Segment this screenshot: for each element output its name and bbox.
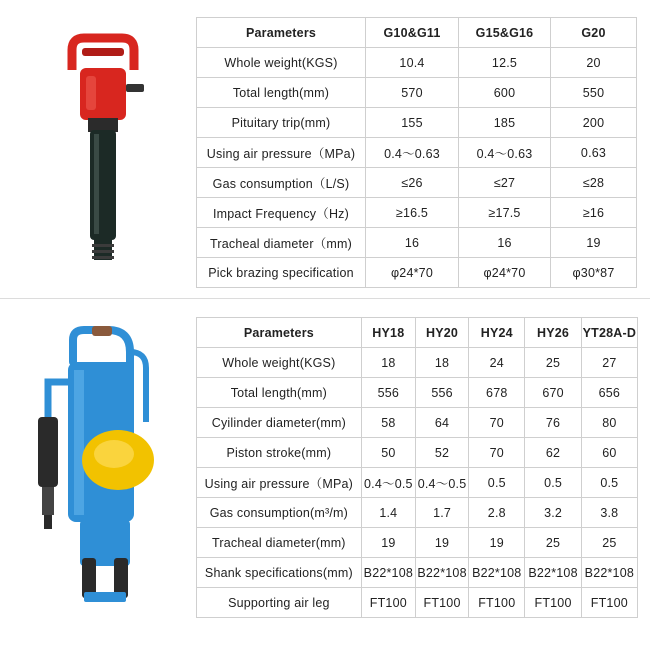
table-cell: 185 — [459, 108, 551, 138]
table-row — [197, 408, 638, 438]
header-cell: HY18 — [361, 318, 415, 348]
table-row — [197, 78, 637, 108]
table-cell: 3.2 — [525, 498, 581, 528]
table-row — [197, 258, 637, 288]
table-row — [197, 438, 638, 468]
table-cell: 556 — [415, 378, 468, 408]
table-row — [197, 558, 638, 588]
table-cell: 24 — [469, 348, 525, 378]
table-cell: 50 — [361, 438, 415, 468]
table-cell: B22*108 — [415, 558, 468, 588]
table-cell: 20 — [551, 48, 637, 78]
table-cell: 19 — [551, 228, 637, 258]
table-cell: 570 — [366, 78, 459, 108]
table-cell: φ24*70 — [366, 258, 459, 288]
header-cell: G10&G11 — [366, 18, 459, 48]
header-cell: HY20 — [415, 318, 468, 348]
table-row — [197, 378, 638, 408]
table-cell: FT100 — [581, 588, 637, 618]
table-cell: ≥16.5 — [366, 198, 459, 228]
param-name: Total length(mm) — [197, 378, 362, 408]
table-cell: 70 — [469, 438, 525, 468]
table-cell: 25 — [525, 528, 581, 558]
table-row — [197, 138, 637, 168]
table-cell: φ30*87 — [551, 258, 637, 288]
table-cell: 16 — [459, 228, 551, 258]
table-row — [197, 468, 638, 498]
param-name: Tracheal diameter（mm) — [197, 228, 366, 258]
table-cell: 27 — [581, 348, 637, 378]
table-cell: 556 — [361, 378, 415, 408]
table-cell: B22*108 — [361, 558, 415, 588]
pneumatic-pick-image — [50, 30, 155, 280]
table-cell: ≤26 — [366, 168, 459, 198]
table-cell: 155 — [366, 108, 459, 138]
table-cell: ≤27 — [459, 168, 551, 198]
table-cell: 678 — [469, 378, 525, 408]
table-cell: 10.4 — [366, 48, 459, 78]
pneumatic-pick-section — [0, 0, 650, 296]
header-cell: Parameters — [197, 318, 362, 348]
table-cell: φ24*70 — [459, 258, 551, 288]
param-name: Whole weight(KGS) — [197, 48, 366, 78]
table-cell: FT100 — [525, 588, 581, 618]
table-cell: ≥17.5 — [459, 198, 551, 228]
param-name: Cyilinder diameter(mm) — [197, 408, 362, 438]
rock-drill-spec-table — [196, 317, 638, 618]
table-cell: 0.4～0.5 — [415, 468, 468, 498]
table-cell: 76 — [525, 408, 581, 438]
section-divider — [0, 298, 650, 299]
table-cell: 19 — [415, 528, 468, 558]
table-cell: 3.8 — [581, 498, 637, 528]
table-cell: 16 — [366, 228, 459, 258]
table-cell: 550 — [551, 78, 637, 108]
pick-spec-table — [196, 17, 637, 288]
table-cell: 58 — [361, 408, 415, 438]
param-name: Piston stroke(mm) — [197, 438, 362, 468]
param-name: Pituitary trip(mm) — [197, 108, 366, 138]
table-cell: 1.4 — [361, 498, 415, 528]
table-cell: 0.5 — [581, 468, 637, 498]
table-cell: 62 — [525, 438, 581, 468]
table-cell: B22*108 — [581, 558, 637, 588]
table-cell: ≥16 — [551, 198, 637, 228]
table-cell: ≤28 — [551, 168, 637, 198]
header-cell: G20 — [551, 18, 637, 48]
table-row — [197, 348, 638, 378]
table-cell: 18 — [415, 348, 468, 378]
table-cell: FT100 — [469, 588, 525, 618]
header-cell: YT28A-D — [581, 318, 637, 348]
table-row — [197, 198, 637, 228]
table-cell: FT100 — [415, 588, 468, 618]
table-cell: 25 — [581, 528, 637, 558]
param-name: Total length(mm) — [197, 78, 366, 108]
param-name: Using air pressure（MPa) — [197, 138, 366, 168]
rock-drill-section — [0, 302, 650, 650]
table-cell: 12.5 — [459, 48, 551, 78]
param-name: Using air pressure（MPa) — [197, 468, 362, 498]
table-row — [197, 498, 638, 528]
param-name: Shank specifications(mm) — [197, 558, 362, 588]
table-cell: FT100 — [361, 588, 415, 618]
table-cell: 80 — [581, 408, 637, 438]
table-cell: 18 — [361, 348, 415, 378]
param-name: Whole weight(KGS) — [197, 348, 362, 378]
table-cell: 2.8 — [469, 498, 525, 528]
table-cell: 0.4～0.63 — [366, 138, 459, 168]
table-cell: 0.4～0.63 — [459, 138, 551, 168]
table-cell: 656 — [581, 378, 637, 408]
table-cell: 200 — [551, 108, 637, 138]
header-cell: HY26 — [525, 318, 581, 348]
table-cell: 0.5 — [469, 468, 525, 498]
table-header-row — [197, 18, 637, 48]
param-name: Gas consumption(m³/m) — [197, 498, 362, 528]
table-cell: 25 — [525, 348, 581, 378]
param-name: Supporting air leg — [197, 588, 362, 618]
table-cell: 60 — [581, 438, 637, 468]
header-cell: Parameters — [197, 18, 366, 48]
table-cell: 0.63 — [551, 138, 637, 168]
table-cell: 670 — [525, 378, 581, 408]
param-name: Pick brazing specification — [197, 258, 366, 288]
table-cell: B22*108 — [469, 558, 525, 588]
param-name: Tracheal diameter(mm) — [197, 528, 362, 558]
table-cell: 600 — [459, 78, 551, 108]
table-row — [197, 228, 637, 258]
table-row — [197, 168, 637, 198]
table-row — [197, 528, 638, 558]
table-cell: 19 — [469, 528, 525, 558]
header-cell: G15&G16 — [459, 18, 551, 48]
rock-drill-image — [18, 322, 168, 612]
header-cell: HY24 — [469, 318, 525, 348]
table-cell: 52 — [415, 438, 468, 468]
table-header-row — [197, 318, 638, 348]
table-cell: 0.4～0.5 — [361, 468, 415, 498]
table-cell: 0.5 — [525, 468, 581, 498]
table-row — [197, 588, 638, 618]
table-cell: 70 — [469, 408, 525, 438]
param-name: Gas consumption（L/S) — [197, 168, 366, 198]
table-cell: 19 — [361, 528, 415, 558]
param-name: Impact Frequency（Hz) — [197, 198, 366, 228]
table-cell: B22*108 — [525, 558, 581, 588]
table-row — [197, 108, 637, 138]
table-row — [197, 48, 637, 78]
table-cell: 64 — [415, 408, 468, 438]
table-cell: 1.7 — [415, 498, 468, 528]
